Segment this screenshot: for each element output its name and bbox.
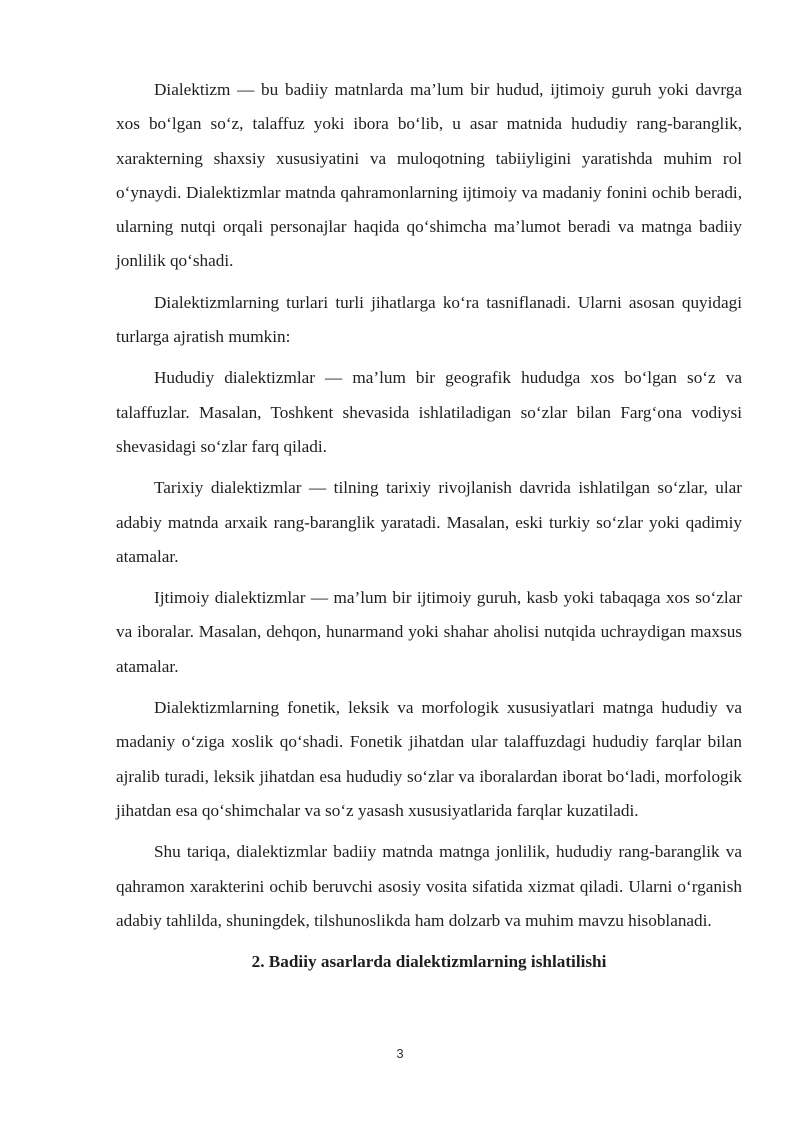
page-body [116,73,742,979]
paragraph-historical-dialectisms: Tarixiy dialektizmlar — tilning tarixiy rivojlanish davrida ishlatilgan so‘zlar, ular adabiy matnda arxaik rang-baranglik yaratadi. Masalan, eski turkiy so‘zlar yoki qadimiy atamalar. [116,478,742,566]
paragraph-regional-dialectisms: Hududiy dialektizmlar — ma’lum bir geografik hududga xos bo‘lgan so‘z va talaffuzlar. Masalan, Toshkent shevasida ishlatiladigan so‘zlar bilan Farg‘ona vodiysi shevasidagi so‘zlar farq qiladi. [116,368,742,456]
paragraph-dialectism-features: Dialektizmlarning fonetik, leksik va morfologik xususiyatlari matnga hududiy va madaniy o‘ziga xoslik qo‘shadi. Fonetik jihatdan ular talaffuzdagi hududiy farqlar bilan ajralib turadi, leksik jihatdan esa hududiy so‘zlar va iboralardan iborat bo‘ladi, morfologik jihatdan esa qo‘shimchalar va so‘z yasash xususiyatlarida farqlar kuzatiladi. [116,698,742,820]
section-heading: 2. Badiiy asarlarda dialektizmlarning ishlatilishi [251,952,607,972]
paragraph-conclusion: Shu tariqa, dialektizmlar badiiy matnda matnga jonlilik, hududiy rang-baranglik va qahramon xarakterini ochib beruvchi asosiy vosita sifatida xizmat qiladi. Ularni o‘rganish adabiy tahlilda, shuningdek, tilshunoslikda ham dolzarb va muhim mavzu hisoblanadi. [116,842,742,930]
page-number: 3 [396,1046,404,1061]
paragraph-dialektizm-types-intro: Dialektizmlarning turlari turli jihatlarga ko‘ra tasniflanadi. Ularni asosan quyidagi turlarga ajratish mumkin: [116,292,742,347]
paragraph-social-dialectisms: Ijtimoiy dialektizmlar — ma’lum bir ijtimoiy guruh, kasb yoki tabaqaga xos so‘zlar va iboralar. Masalan, dehqon, hunarmand yoki shahar aholisi nutqida uchraydigan maxsus atamalar. [116,588,742,676]
paragraph-dialektizm-definition: Dialektizm — bu badiiy matnlarda ma’lum bir hudud, ijtimoiy guruh yoki davrga xos bo‘lgan so‘z, talaffuz yoki ibora bo‘lib, u asar matnida hududiy rang-baranglik, xarakterning shaxsiy xususiyatini va muloqotning tabiiyligini yaratishda muhim rol o‘ynaydi. Dialektizmlar matnda qahramonlarning ijtimoiy va madaniy fonini ochib beradi, ularning nutqi orqali personajlar haqida qo‘shimcha ma’lumot beradi va matnga badiiy jonlilik qo‘shadi. [116,80,742,271]
